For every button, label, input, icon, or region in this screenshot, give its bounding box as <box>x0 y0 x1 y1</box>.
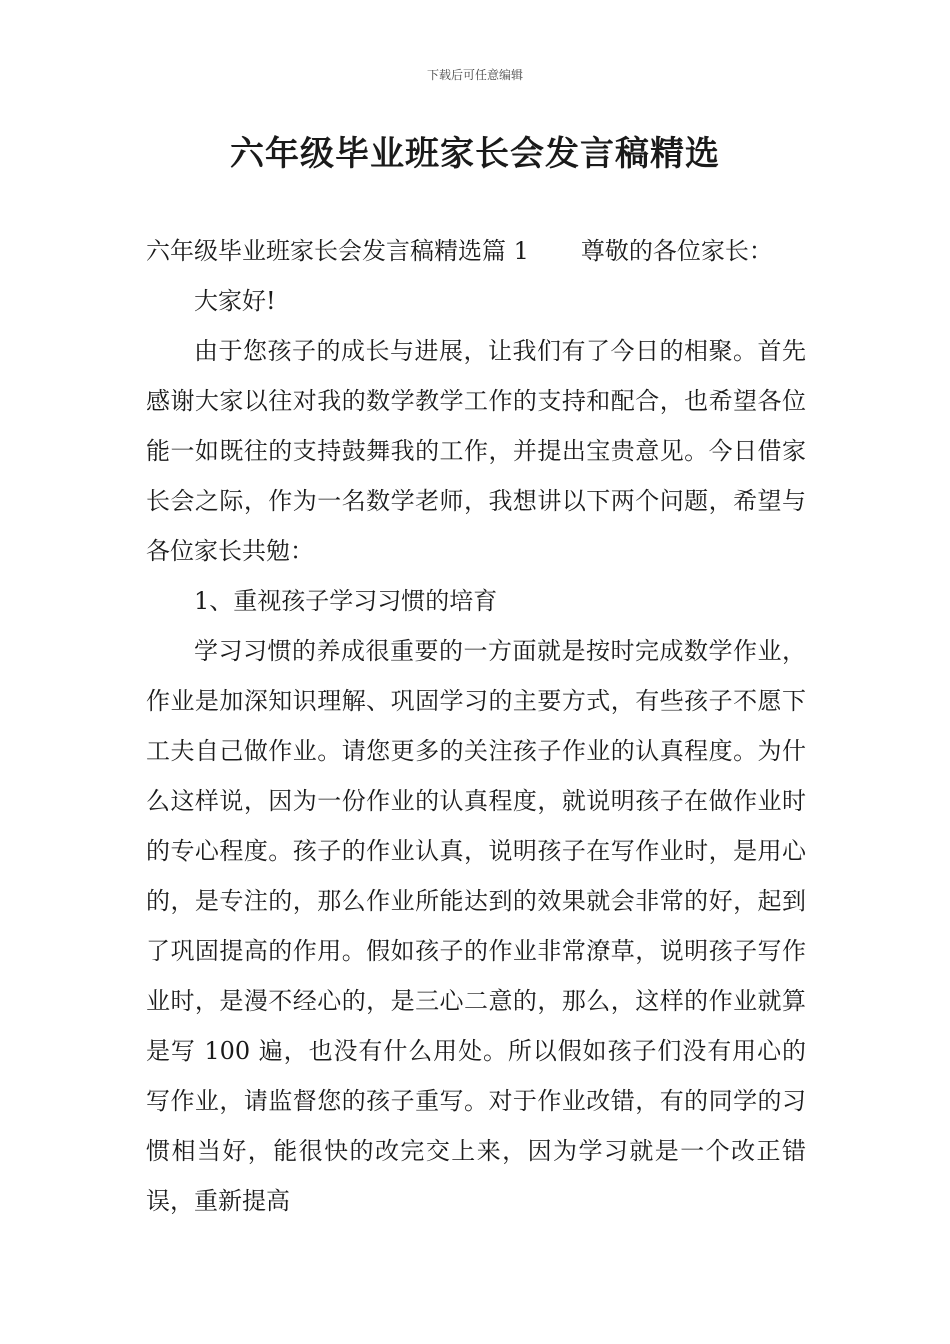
salutation: 尊敬的各位家长： <box>580 237 773 265</box>
greeting: 大家好! <box>194 287 276 315</box>
item-1-heading: 1、重视孩子学习习惯的培育 <box>194 587 498 615</box>
section-heading-line <box>146 226 806 276</box>
document-title: 六年级毕业班家长会发言稿精选 <box>230 134 720 174</box>
header-note: 下载后可任意编辑 <box>426 68 523 82</box>
section-heading: 六年级毕业班家长会发言稿精选篇 1 <box>146 237 529 265</box>
paragraph-1: 由于您孩子的成长与进展，让我们有了今日的相聚。首先感谢大家以往对我的数学教学工作的支持和配合，也希望各位能一如既往的支持鼓舞我的工作，并提出宝贵意见。今日借家长会之际，作为一名数学老师，我想讲以下两个问题，希望与各位家长共勉： <box>146 337 806 565</box>
paragraph-2: 学习习惯的养成很重要的一方面就是按时完成数学作业，作业是加深知识理解、巩固学习的主要方式，有些孩子不愿下工夫自己做作业。请您更多的关注孩子作业的认真程度。为什么这样说，因为一份作业的认真程度，就说明孩子在做作业时的专心程度。孩子的作业认真，说明孩子在写作业时，是用心的，是专注的，那么作业所能达到的效果就会非常的好，起到了巩固提高的作用。假如孩子的作业非常潦草，说明孩子写作业时，是漫不经心的，是三心二意的，那么，这样的作业就算是写 100 遍，也没有什么用处。所以假如孩子们没有用心的写作业，请监督您的孩子重写。对于作业改错，有的同学的习惯相当好，能很快的改完交上来，因为学习就是一个改正错误，重新提高 <box>146 637 806 1215</box>
document-body <box>146 226 806 1226</box>
